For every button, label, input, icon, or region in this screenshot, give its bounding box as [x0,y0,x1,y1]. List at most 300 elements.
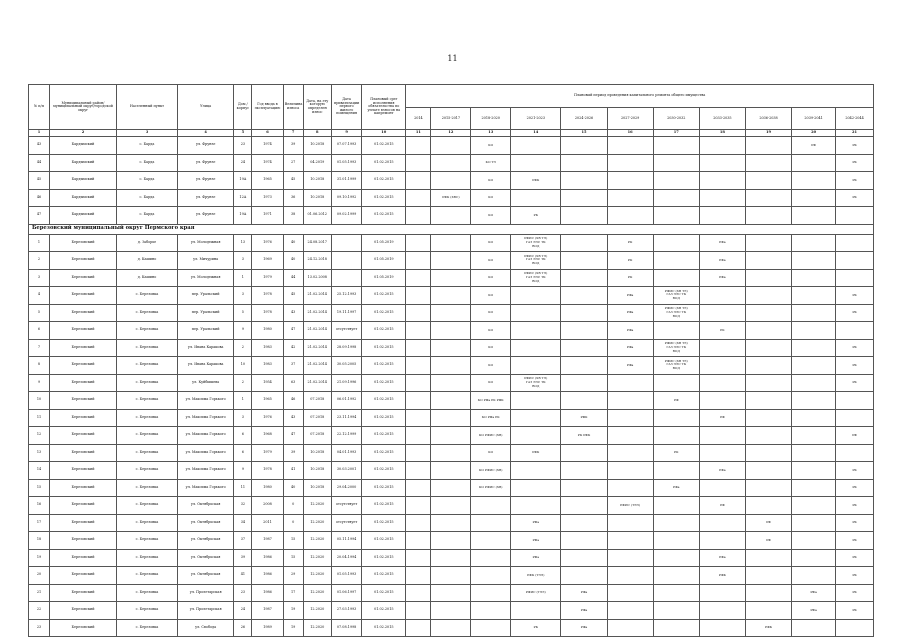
settlement-cell: с. Березовка [117,497,178,515]
period-work-cell [745,357,791,375]
period-work-cell: РК [836,374,874,392]
row-number: 11 [29,409,50,427]
table-row [29,479,874,497]
period-work-cell: РФа [511,514,561,532]
period-work-cell: РК [511,207,561,225]
house-cell: 1 [234,269,252,287]
period-work-cell [406,189,431,207]
period-work-cell: РК [836,304,874,322]
settlement-cell: с. Березовка [117,409,178,427]
period-work-cell [561,479,607,497]
wear-cell: 38 [283,207,303,225]
date-category-cell: 21.02.2014 [303,357,331,375]
period-work-cell: РФ [699,409,745,427]
period-work-cell [511,322,561,340]
header-period: 2039-2041 [792,108,836,130]
row-number: 17 [29,514,50,532]
period-work-cell [745,409,791,427]
date-privatization-cell: 20.04.1994 [331,549,361,567]
settlement-cell: д. Кашино [117,252,178,270]
work-code: ГАЗ ЭЭС ТК [666,292,687,297]
table-row [29,137,874,155]
row-number: 4 [29,287,50,305]
deadline-cell: 01.02.2015 [362,444,406,462]
period-work-cell [561,154,607,172]
settlement-cell: с. Березовка [117,549,178,567]
period-work-cell [745,444,791,462]
year-cell: 1978 [252,287,283,305]
deadline-cell: 01.02.2015 [362,304,406,322]
municipality-cell: Березовский [49,619,116,637]
period-work-cell: РК [836,137,874,155]
period-work-cell [561,287,607,305]
date-privatization-cell: 23.11.1994 [331,409,361,427]
row-number: 1 [29,234,50,252]
date-privatization-cell: 30.05.2005 [331,357,361,375]
period-work-cell [607,619,653,637]
header-period: 2024-2026 [561,108,607,130]
settlement-cell: с. Барда [117,189,178,207]
period-work-cell [431,287,471,305]
header-street: Улица [177,85,234,130]
table-row [29,374,874,392]
municipality-cell: Березовский [49,304,116,322]
deadline-cell: 01.05.2019 [362,269,406,287]
street-cell: ул. Максима Горького [177,444,234,462]
date-privatization-cell: 28.09.1998 [331,339,361,357]
table-row [29,549,874,567]
period-work-cell: РФа [607,322,653,340]
table-row [29,619,874,637]
period-work-cell [607,207,653,225]
street-cell: ул. Ивана Каракова [177,357,234,375]
header-period: 2015-2017 [431,108,471,130]
wear-cell: 0 [283,514,303,532]
period-work-cell [792,514,836,532]
period-work-cell: РФа [653,479,699,497]
period-work-cell [607,409,653,427]
period-work-cell [406,462,431,480]
year-cell: 1976 [252,409,283,427]
street-cell: ул. Октябрьская [177,497,234,515]
header-column-number: 6 [252,130,283,137]
header-column-number: 4 [177,130,234,137]
year-cell: 1979 [252,269,283,287]
period-work-cell [561,269,607,287]
period-work-cell: РФ [699,497,745,515]
date-privatization-cell: 29.04.2000 [331,479,361,497]
date-privatization-cell: 07.08.1998 [331,619,361,637]
municipality-cell: Березовский [49,444,116,462]
deadline-cell: 01.02.2015 [362,497,406,515]
date-privatization-cell: 31.01.1999 [331,172,361,190]
period-work-cell [511,409,561,427]
period-work-cell: РК [836,339,874,357]
period-work-cell [471,584,511,602]
settlement-cell: с. Барда [117,154,178,172]
wear-cell: 44 [283,269,303,287]
period-work-cell [699,514,745,532]
period-work-cell: КО [471,207,511,225]
header-column-number: 9 [331,130,361,137]
period-work-cell [699,584,745,602]
year-cell: 1973 [252,189,283,207]
header-year: Год ввода в эксплуатацию [252,85,283,130]
deadline-cell: 01.02.2015 [362,392,406,410]
period-work-cell: РФ [792,137,836,155]
period-work-cell [607,479,653,497]
period-work-cell [653,374,699,392]
period-work-cell [511,427,561,445]
wear-cell: 47 [283,322,303,340]
period-work-cell: КО [471,339,511,357]
work-code: РФИС (ХВ ТЭ) [524,253,548,258]
period-work-cell: РФК [511,172,561,190]
period-work-cell [406,549,431,567]
header-column-number: 12 [431,130,471,137]
period-work-cell [792,549,836,567]
year-cell: 1978 [252,304,283,322]
work-code: ГАЗ ЭЭС ТК [666,362,687,367]
header-column-number: 1 [29,130,50,137]
deadline-cell: 01.02.2015 [362,189,406,207]
period-work-cell: КО РФа РК [471,409,511,427]
period-work-cell: РФ [653,392,699,410]
street-cell: ул. Октябрьская [177,514,234,532]
header-column-number: 5 [234,130,252,137]
date-category-cell: 24.08.2017 [303,234,331,252]
period-work-cell [745,339,791,357]
year-cell: 1954 [252,374,283,392]
period-work-cell [471,567,511,585]
date-category-cell: 21.02.2014 [303,304,331,322]
period-work-cell [511,269,561,287]
house-cell: 9 [234,322,252,340]
period-work-cell [792,269,836,287]
wear-cell: 37 [283,357,303,375]
period-work-cell: РК [836,497,874,515]
header-numbers-row [29,130,874,137]
period-work-cell [699,532,745,550]
house-cell: 9 [234,462,252,480]
period-work-cell: РК [836,189,874,207]
date-category-cell: 04.2019 [303,154,331,172]
period-work-cell [792,207,836,225]
period-work-cell [431,339,471,357]
period-work-cell [406,444,431,462]
deadline-cell: 01.02.2015 [362,427,406,445]
street-cell: ул. Пролетарская [177,584,234,602]
settlement-cell: с. Березовка [117,479,178,497]
period-work-cell [431,497,471,515]
wear-cell: 15 [283,549,303,567]
row-number: 45 [29,172,50,190]
period-work-cell [792,234,836,252]
date-category-cell: 24.12.2018 [303,252,331,270]
period-work-cell [745,207,791,225]
period-work-cell [745,462,791,480]
year-cell: 1978 [252,462,283,480]
section-row [29,224,874,234]
work-code: ГАЗ ЭЭС ТК [525,274,546,279]
header-period-group: Плановый период проведения капитального ремонта общего имущества [406,85,874,108]
header-column-number: 8 [303,130,331,137]
wear-cell: 45 [283,287,303,305]
house-cell: 24 [234,602,252,620]
settlement-cell: д. Заборье [117,234,178,252]
period-work-cell [431,602,471,620]
date-privatization-cell: отсутствует [331,322,361,340]
date-category-cell: 12.2020 [303,602,331,620]
row-number: 14 [29,462,50,480]
header-column-number: 10 [362,130,406,137]
period-work-cell [792,172,836,190]
period-work-cell [745,567,791,585]
wear-cell: 19 [283,619,303,637]
period-work-cell [792,532,836,550]
period-work-cell: КО [471,304,511,322]
header-period: 2033-2035 [699,108,745,130]
period-work-cell [406,172,431,190]
work-code: ВОД [672,313,680,318]
period-work-cell [561,357,607,375]
date-privatization-cell: 30.03.2001 [331,462,361,480]
period-work-cell [511,602,561,620]
settlement-cell: с. Березовка [117,532,178,550]
street-cell: ул. Фрунзе [177,137,234,155]
deadline-cell: 01.02.2015 [362,549,406,567]
wear-cell: 17 [283,584,303,602]
date-category-cell: 13.02.2008 [303,269,331,287]
period-work-cell [792,392,836,410]
date-privatization-cell: 01.06.1997 [331,584,361,602]
period-work-cell [607,427,653,445]
header-period: 2042-2044 [836,108,874,130]
year-cell: 1980 [252,479,283,497]
period-work-cell [431,374,471,392]
deadline-cell: 01.02.2015 [362,479,406,497]
period-work-cell [836,269,874,287]
period-work-cell: РФ [745,532,791,550]
period-work-cell [745,137,791,155]
municipality-cell: Бардымский [49,207,116,225]
period-work-cell [406,234,431,252]
period-work-cell [745,172,791,190]
period-work-cell: РФа [607,339,653,357]
settlement-cell: с. Березовка [117,567,178,585]
period-work-cell [471,514,511,532]
table-row [29,154,874,172]
date-category-cell: 07.2018 [303,427,331,445]
period-work-cell [431,444,471,462]
period-work-cell [792,252,836,270]
header-wear: Величина износа [283,85,303,130]
period-work-cell [745,374,791,392]
period-work-cell: КО РФИС (ХВ) [471,479,511,497]
date-category-cell: 12.2020 [303,567,331,585]
municipality-cell: Березовский [49,514,116,532]
period-work-cell [607,374,653,392]
table-row [29,584,874,602]
row-number: 46 [29,189,50,207]
row-number: 21 [29,584,50,602]
wear-cell: 39 [283,137,303,155]
period-work-cell [471,619,511,637]
period-work-cell [431,172,471,190]
street-cell: пер. Уральский [177,304,234,322]
period-work-cell [745,549,791,567]
period-work-cell [431,357,471,375]
period-work-cell [431,619,471,637]
work-code: ВОД [532,383,540,388]
period-work-cell [792,374,836,392]
street-cell: ул. Максима Горького [177,427,234,445]
street-cell: ул. Молодежная [177,269,234,287]
period-work-cell [836,207,874,225]
date-category-cell: 21.02.2014 [303,339,331,357]
municipality-cell: Березовский [49,322,116,340]
period-work-cell: РК [511,619,561,637]
period-work-cell: РФа [511,549,561,567]
table-row [29,409,874,427]
period-work-cell [406,497,431,515]
period-work-cell: РК [607,269,653,287]
period-work-cell [836,409,874,427]
wear-cell: 39 [283,444,303,462]
period-work-cell [431,154,471,172]
period-work-cell [653,409,699,427]
header-period: 2014 [406,108,431,130]
municipality-cell: Березовский [49,252,116,270]
header-house: Дом / корпус [234,85,252,130]
period-work-cell [607,567,653,585]
house-cell: 19А [234,207,252,225]
work-code: РФИС (ХВ ТЭ) [524,376,548,381]
date-privatization-cell: 19.11.1997 [331,304,361,322]
deadline-cell: 01.05.2019 [362,252,406,270]
period-work-cell [511,339,561,357]
settlement-cell: с. Березовка [117,514,178,532]
period-work-cell [511,479,561,497]
row-number: 20 [29,567,50,585]
work-code: РФИС (ХВ ТЭ) [664,341,688,346]
period-work-cell [431,137,471,155]
table-body [29,137,874,637]
house-cell: 6 [234,427,252,445]
header-column-number: 2 [49,130,116,137]
header-column-number: 13 [471,130,511,137]
header-column-number: 11 [406,130,431,137]
wear-cell: 46 [283,392,303,410]
period-work-cell [653,497,699,515]
date-category-cell: 12.2020 [303,497,331,515]
municipality-cell: Бардымский [49,189,116,207]
period-work-cell [511,189,561,207]
period-work-cell: РФ [745,514,791,532]
settlement-cell: с. Березовка [117,584,178,602]
wear-cell: 15 [283,532,303,550]
work-code: ВОД [532,278,540,283]
house-cell: 23 [234,137,252,155]
street-cell: пер. Уральский [177,287,234,305]
header-no: № п/п [29,85,50,130]
period-work-cell [653,189,699,207]
row-number: 19 [29,549,50,567]
year-cell: 1968 [252,427,283,445]
date-category-cell: 12.2020 [303,584,331,602]
header-column-number: 21 [836,130,874,137]
period-work-cell: РФа [699,269,745,287]
period-work-cell [792,189,836,207]
period-work-cell [561,444,607,462]
period-work-cell [607,462,653,480]
header-column-number: 20 [792,130,836,137]
date-privatization-cell: отсутствует [331,514,361,532]
period-work-cell [431,322,471,340]
period-work-cell: РК [836,549,874,567]
period-work-cell [406,252,431,270]
row-number: 10 [29,392,50,410]
year-cell: 1974 [252,137,283,155]
period-work-cell [406,409,431,427]
period-work-cell [431,567,471,585]
period-work-cell [745,304,791,322]
municipality-cell: Березовский [49,462,116,480]
table-row [29,602,874,620]
wear-cell: 47 [283,427,303,445]
period-work-cell [699,339,745,357]
wear-cell: 45 [283,172,303,190]
work-code: ГАЗ ЭЭС ТК [666,344,687,349]
date-privatization-cell: 09.10.1992 [331,189,361,207]
period-work-cell: РФа [699,234,745,252]
period-work-cell [406,207,431,225]
period-work-cell [561,567,607,585]
period-work-cell: КО [471,444,511,462]
deadline-cell: 01.02.2015 [362,567,406,585]
row-number: 2 [29,252,50,270]
wear-cell: 29 [283,567,303,585]
work-code: ГАЗ ЭЭС ТК [525,257,546,262]
table-row [29,189,874,207]
deadline-cell: 01.02.2015 [362,462,406,480]
period-work-cell: РК РФК [561,427,607,445]
period-work-cell [653,304,699,322]
period-work-cell [792,357,836,375]
house-cell: 11 [234,479,252,497]
period-work-cell [431,409,471,427]
period-work-cell [653,137,699,155]
period-work-cell: КО [471,357,511,375]
table-row [29,322,874,340]
period-work-cell [511,357,561,375]
period-work-cell [511,374,561,392]
house-cell: 3 [234,409,252,427]
period-work-cell [792,427,836,445]
period-work-cell [607,189,653,207]
house-cell: 10 [234,357,252,375]
table-row [29,304,874,322]
year-cell: 1965 [252,392,283,410]
period-work-cell: РФ [836,427,874,445]
house-cell: 2 [234,374,252,392]
period-work-cell [653,567,699,585]
period-work-cell [653,602,699,620]
header-period: 2030-2032 [653,108,699,130]
period-work-cell [471,532,511,550]
period-work-cell [431,269,471,287]
date-privatization-cell [331,252,361,270]
